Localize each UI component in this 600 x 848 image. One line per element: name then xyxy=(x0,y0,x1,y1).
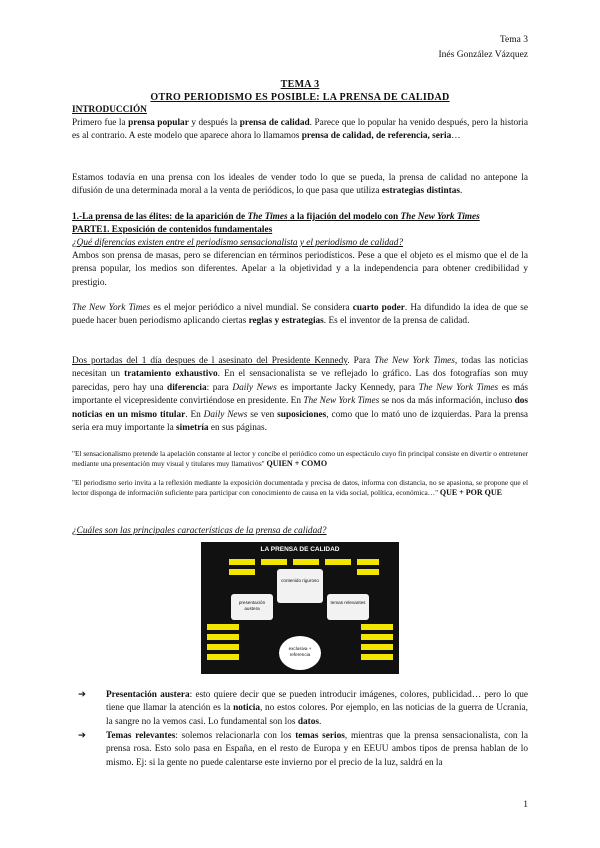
paragraph-1: Primero fue la prensa popular y después la prensa de calidad. Parece que lo popular ha venido después, pero la historia es al contrario. A este modelo que aparece ahora lo llamamos prensa de calidad, de referencia, seria… xyxy=(72,118,528,142)
question-1: ¿Qué diferencias existen entre el periodismo sensacionalista y el periodismo de calidad? xyxy=(72,238,404,248)
bullet-presentation: Presentación austera: esto quiere decir que se pueden introducir imágenes, colores, publicidad… pero lo que tiene que llamar la atención es la noticia, no estos colores. Por ejemplo, en las noticias de la guerra de Ucrania, la sangre no la vemos casi. Lo fundamental son los datos. xyxy=(106,690,528,727)
yellow-box xyxy=(207,644,239,650)
topics-label: temas relevantes xyxy=(330,600,366,605)
quote-2: "El periodismo serio invita a la reflexión mediante la exposición documentada y precisa de datos, informa con distancia, no se apasiona, se propone que el lector disponga de información suficiente para participar con conocimiento de causa en la vida social, política, económica…" QUE + POR QUE xyxy=(72,478,528,497)
paragraph-2: Estamos todavía en una prensa con los ideales de vender todo lo que se pueda, la prensa de calidad no antepone la difusión de una determinada moral a la venta de periódicos, lo que pasa que utiliza estrategias distintas. xyxy=(72,173,528,197)
arrow-bullet-icon: ➔ xyxy=(78,731,86,741)
section-1-heading: 1.-La prensa de las élites: de la aparición de The Times a la fijación del modelo con The New York Times xyxy=(72,212,480,222)
yellow-box xyxy=(357,559,379,565)
presentation-label: presentación austera xyxy=(238,600,266,611)
yellow-box xyxy=(207,634,239,640)
content-label: contenido riguroso xyxy=(281,578,319,583)
yellow-box xyxy=(361,634,393,640)
paragraph-3: Ambos son prensa de masas, pero se diferencian en términos periodísticos. Pese a que el objeto es el mismo que el de la prensa popular, los medios son diferentes. Apelar a la objetividad y a la independencia para obtener credibilidad y prestigio. xyxy=(72,251,528,288)
page-number: 1 xyxy=(523,800,528,810)
doc-subtitle: OTRO PERIODISMO ES POSIBLE: LA PRENSA DE CALIDAD xyxy=(150,92,450,103)
yellow-box xyxy=(293,559,319,565)
part-1-heading: PARTE1. Exposición de contenidos fundamentales xyxy=(72,225,273,235)
exclusive-label: exclusiva + referencia xyxy=(288,646,312,657)
diagram-title: LA PRENSA DE CALIDAD xyxy=(260,546,340,553)
content-box xyxy=(277,569,323,603)
yellow-box xyxy=(229,569,255,575)
yellow-box xyxy=(357,569,379,575)
yellow-box xyxy=(229,559,255,565)
yellow-box xyxy=(361,644,393,650)
topics-box xyxy=(327,594,369,620)
yellow-box xyxy=(361,624,393,630)
doc-title: TEMA 3 xyxy=(280,79,320,90)
yellow-box xyxy=(261,559,287,565)
bullet-topics: Temas relevantes: solemos relacionarla con los temas serios, mientras que la prensa sensacionalista, con la prensa rosa. Esto solo pasa en España, en el resto de Europa y en EEUU ambos tipos de prensa hablan de lo mismo. Ej: si la gente no puede calentarse este invierno por el precio de la luz, saldrá en la xyxy=(106,731,528,768)
question-2: ¿Cuáles son las principales características de la prensa de calidad? xyxy=(72,526,327,536)
quote-1: "El sensacionalismo pretende la apelación constante al lector y concibe el periódico como un espectáculo cuyo fin principal consiste en divertir o entretener mediante una presentación muy visual y titulares muy llamativos" QUIEN + COMO xyxy=(72,449,528,468)
header-line-1: Tema 3 xyxy=(499,35,528,45)
arrow-bullet-icon: ➔ xyxy=(78,690,86,700)
paragraph-5: Dos portadas del 1 día despues de l asesinato del Presidente Kennedy. Para The New York Times, todas las noticias necesitan un tratamiento exhaustivo. En el sensacionalista se ve reflejado lo gráfico. Las dos fotografías son muy parecidas, pero hay una diferencia: para Daily News es importante Jacky Kennedy, para The New York Times es más importante el vicepresidente convirtiéndose en presidente. En The New York Times se nos da más información, incluso dos noticias en un mismo titular. En Daily News se ven suposiciones, como que lo mató uno de izquierdas. Para la prensa seria era muy importante la simetría en sus páginas. xyxy=(72,356,529,434)
yellow-box xyxy=(325,559,351,565)
yellow-box xyxy=(207,624,239,630)
intro-heading: INTRODUCCIÓN xyxy=(72,105,147,115)
quality-press-diagram xyxy=(201,542,399,674)
header-line-2: Inés González Vázquez xyxy=(438,50,528,60)
paragraph-4: The New York Times es el mejor periódico a nivel mundial. Se considera cuarto poder. Ha difundido la idea de que se puede hacer buen periodismo aplicando ciertas reglas y estrategias. Es el inventor de la prensa de calidad. xyxy=(72,303,528,327)
yellow-box xyxy=(207,654,239,660)
yellow-box xyxy=(361,654,393,660)
